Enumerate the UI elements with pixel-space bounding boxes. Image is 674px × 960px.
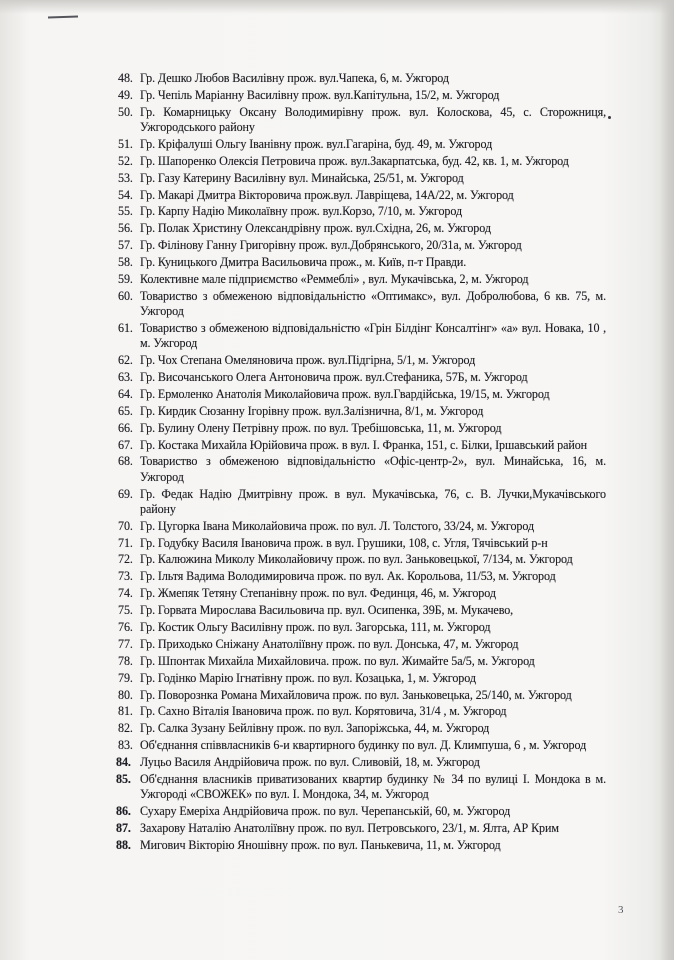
list-item xyxy=(118,204,606,219)
list-item-text: Гр. Поворознка Романа Михайловича прож. по вул. Заньковецька, 25/140, м. Ужгород xyxy=(140,687,572,702)
list-item xyxy=(118,289,606,319)
list-item-number: 76. xyxy=(118,619,133,634)
list-item xyxy=(118,487,606,517)
list-item-number: 72. xyxy=(118,552,133,567)
list-item-number: 64. xyxy=(118,386,133,401)
list-item-text: Гр. Цугорка Івана Миколайовича прож. по вул. Л. Толстого, 33/24, м. Ужгород xyxy=(140,518,535,533)
list-item-text: Гр. Карпу Надію Миколаївну прож. вул.Корзо, 7/10, м. Ужгород xyxy=(140,204,462,219)
list-item-text: Гр. Кирдик Сюзанну Ігорівну прож. вул.Залізнична, 8/1, м. Ужгород xyxy=(140,403,484,418)
list-item-number: 63. xyxy=(118,369,133,384)
list-item-number: 58. xyxy=(118,255,133,270)
list-item-text: Луцьо Василя Андрійовича прож. по вул. Сливовій, 18, м. Ужгород xyxy=(140,755,480,770)
scan-dot-mark xyxy=(608,116,611,119)
list-item-number: 79. xyxy=(118,670,133,685)
address-list xyxy=(118,71,606,855)
list-item-text: Гр. Костик Ольгу Василівну прож. по вул. Загорська, 111, м. Ужгород xyxy=(140,619,491,634)
list-item xyxy=(118,421,606,436)
list-item-number: 81. xyxy=(118,704,133,719)
list-item xyxy=(118,188,606,203)
list-item xyxy=(118,454,606,484)
list-item-text: Гр. Височанського Олега Антоновича прож. вул.Стефаника, 57Б, м. Ужгород xyxy=(140,369,528,384)
list-item xyxy=(118,404,606,419)
list-item-text: Гр. Дешко Любов Василівну прож. вул.Чапека, 6, м. Ужгород xyxy=(140,71,449,85)
list-item-text: Товариство з обмеженою відповідальністю «Грін Білдінг Консалтінг» «а» вул. Новака, 10 , м. Ужгород xyxy=(140,320,606,351)
list-item-text: Мигович Вікторію Яношівну прож. по вул. Панькевича, 11, м. Ужгород xyxy=(140,837,501,852)
list-item-text: Гр. Ільтя Вадима Володимировича прож. по вул. Ак. Корольова, 11/53, м. Ужгород xyxy=(140,569,556,584)
list-item xyxy=(118,772,606,802)
list-item xyxy=(118,137,606,152)
list-item-number: 70. xyxy=(118,518,133,533)
list-item-number: 85. xyxy=(116,771,131,786)
list-item-text: Гр. Салка Зузану Бейлівну прож. по вул. Запоріжська, 44, м. Ужгород xyxy=(140,721,490,736)
list-item-number: 69. xyxy=(118,486,133,501)
list-item xyxy=(118,552,606,567)
list-item-text: Гр. Сахно Віталія Івановича прож. по вул. Корятовича, 31/4 , м. Ужгород xyxy=(140,704,507,719)
scan-shadow-top xyxy=(0,0,674,14)
list-item-text: Колективне мале підприємство «Реммеблі» , вул. Мукачівська, 2, м. Ужгород xyxy=(140,272,529,286)
list-item-text: Гр. Газу Катерину Василівну вул. Минайська, 25/51, м. Ужгород xyxy=(140,170,464,185)
list-item-number: 61. xyxy=(118,320,133,335)
scan-shadow-right xyxy=(660,0,674,960)
list-item-text: Гр. Горвата Мирослава Васильовича пр. вул. Осипенка, 39Б, м. Мукачево, xyxy=(140,603,514,618)
list-item xyxy=(118,255,606,270)
list-item-number: 88. xyxy=(116,837,131,852)
list-item-text: Гр. Жмепяк Тетяну Степанівну прож. по вул. Фединця, 46, м. Ужгород xyxy=(140,586,496,601)
list-item-text: Гр. Чепіль Маріанну Василівну прож. вул.Капітульна, 15/2, м. Ужгород xyxy=(140,87,500,102)
list-item-number: 84. xyxy=(116,755,131,770)
list-item xyxy=(118,569,606,584)
list-item-number: 48. xyxy=(118,71,133,85)
list-item xyxy=(118,821,606,836)
list-item-number: 75. xyxy=(118,603,133,618)
list-item-number: 73. xyxy=(118,569,133,584)
list-item-text: Гр. Філінову Ганну Григорівну прож. вул.Добрянського, 20/31а, м. Ужгород xyxy=(140,238,522,253)
list-item-number: 59. xyxy=(118,272,133,286)
list-item-text: Гр. Макарі Дмитра Вікторовича прож.вул. Лавріщева, 14А/22, м. Ужгород xyxy=(140,187,514,202)
list-item xyxy=(118,387,606,402)
list-item-number: 66. xyxy=(118,420,133,435)
list-item-number: 51. xyxy=(118,136,133,151)
list-item-number: 52. xyxy=(118,153,133,168)
list-item-text: Об'єднання співвласників 6-и квартирного будинку по вул. Д. Климпуша, 6 , м. Ужгород xyxy=(140,738,587,753)
list-item-number: 86. xyxy=(116,804,131,819)
list-item-text: Гр. Чох Степана Омеляновича прож. вул.Підгірна, 5/1, м. Ужгород xyxy=(140,353,476,368)
list-item-number: 56. xyxy=(118,221,133,236)
list-item xyxy=(118,171,606,186)
list-item xyxy=(118,370,606,385)
list-item-text: Гр. Приходько Сніжану Анатоліївну прож. по вул. Донська, 47, м. Ужгород xyxy=(140,636,519,651)
list-item-number: 53. xyxy=(118,170,133,185)
list-item-number: 82. xyxy=(118,721,133,736)
list-item-number: 87. xyxy=(116,820,131,835)
list-item-text: Гр. Годінко Марію Ігнатівну прож. по вул. Козацька, 1, м. Ужгород xyxy=(140,670,476,685)
list-item-number: 49. xyxy=(118,87,133,102)
list-item-text: Захарову Наталію Анатоліївну прож. по вул. Петровського, 23/1, м. Ялта, АР Крим xyxy=(140,820,559,835)
list-item xyxy=(118,519,606,534)
list-item xyxy=(118,704,606,719)
list-item xyxy=(118,438,606,453)
list-item-number: 65. xyxy=(118,403,133,418)
list-item xyxy=(118,804,606,819)
list-item-text: Об'єднання власників приватизованих квартир будинку № 34 по вулиці І. Мондока в м. Ужгороді «СВОЖЕК» по вул. І. Мондока, 34, м. Ужгород xyxy=(140,771,606,802)
list-item-number: 50. xyxy=(118,104,133,119)
list-item-text: Гр. Кріфалуші Ольгу Іванівну прож. вул.Гагаріна, буд. 49, м. Ужгород xyxy=(140,136,493,151)
list-item xyxy=(118,105,606,135)
list-item xyxy=(118,321,606,351)
list-item-text: Гр. Ермоленко Анатолія Миколайовича прож. вул.Гвардійська, 19/15, м. Ужгород xyxy=(140,386,550,401)
list-item-text: Гр. Шапоренко Олексія Петровича прож. вул.Закарпатська, буд. 42, кв. 1, м. Ужгород xyxy=(140,153,569,168)
list-item xyxy=(118,637,606,652)
list-item-number: 83. xyxy=(118,738,133,753)
list-item xyxy=(118,721,606,736)
list-item xyxy=(118,755,606,770)
list-item-number: 77. xyxy=(118,636,133,651)
list-item-number: 74. xyxy=(118,586,133,601)
list-item-text: Гр. Полак Христину Олександрівну прож. вул.Східна, 26, м. Ужгород xyxy=(140,221,491,236)
list-item xyxy=(118,536,606,551)
list-item xyxy=(118,71,606,86)
list-item-number: 54. xyxy=(118,187,133,202)
scan-pen-mark xyxy=(48,15,78,18)
list-item xyxy=(118,671,606,686)
list-item-number: 60. xyxy=(118,288,133,303)
list-item xyxy=(118,688,606,703)
list-item-text: Товариство з обмеженою відповідальністю «Офіс-центр-2», вул. Минайська, 16, м. Ужгород xyxy=(140,454,606,484)
list-item xyxy=(118,838,606,853)
list-item xyxy=(118,154,606,169)
list-item xyxy=(118,238,606,253)
list-item xyxy=(118,603,606,618)
list-item xyxy=(118,88,606,103)
list-item-number: 55. xyxy=(118,204,133,219)
page-number: 3 xyxy=(618,904,624,916)
list-item-text: Гр. Комарницьку Оксану Володимирівну прож. вул. Колоскова, 45, с. Сторожниця, Ужгородського району xyxy=(140,104,606,134)
list-item-number: 71. xyxy=(118,535,133,550)
list-item-number: 78. xyxy=(118,653,133,668)
list-item-text: Гр. Куницького Дмитра Васильовича прож., м. Київ, п-т Правди. xyxy=(140,255,467,270)
list-item xyxy=(118,586,606,601)
list-item-number: 68. xyxy=(118,454,133,469)
list-item xyxy=(118,353,606,368)
list-item xyxy=(118,221,606,236)
list-item-number: 67. xyxy=(118,437,133,452)
list-item-text: Гр. Годубку Василя Івановича прож. в вул. Грушики, 108, с. Угля, Тячівський р-н xyxy=(140,535,548,550)
list-item-number: 80. xyxy=(118,687,133,702)
list-item xyxy=(118,738,606,753)
list-item xyxy=(118,654,606,669)
list-item-text: Сухару Емеріха Андрійовича прож. по вул. Черепанській, 60, м. Ужгород xyxy=(140,804,511,819)
list-item-text: Гр. Булину Олену Петрівну прож. по вул. Требішовська, 11, м. Ужгород xyxy=(140,420,502,435)
list-item-text: Гр. Костака Михайла Юрійовича прож. в вул. І. Франка, 151, с. Білки, Іршавський район xyxy=(140,437,588,452)
list-item xyxy=(118,272,606,287)
list-item-text: Товариство з обмеженою відповідальністю «Оптимакс», вул. Добролюбова, 6 кв. 75, м. Ужгород xyxy=(140,288,606,319)
list-item-text: Гр. Калюжина Миколу Миколайовичу прож. по вул. Заньковецької, 7/134, м. Ужгород xyxy=(140,552,573,567)
list-item-text: Гр. Шпонтак Михайла Михайловича. прож. по вул. Жимайте 5а/5, м. Ужгород xyxy=(140,653,535,668)
list-item-number: 57. xyxy=(118,238,133,253)
list-item-number: 62. xyxy=(118,353,133,368)
list-item xyxy=(118,620,606,635)
list-item-text: Гр. Федак Надію Дмитрівну прож. в вул. Мукачівська, 76, с. В. Лучки,Мукачівського району xyxy=(140,486,606,516)
